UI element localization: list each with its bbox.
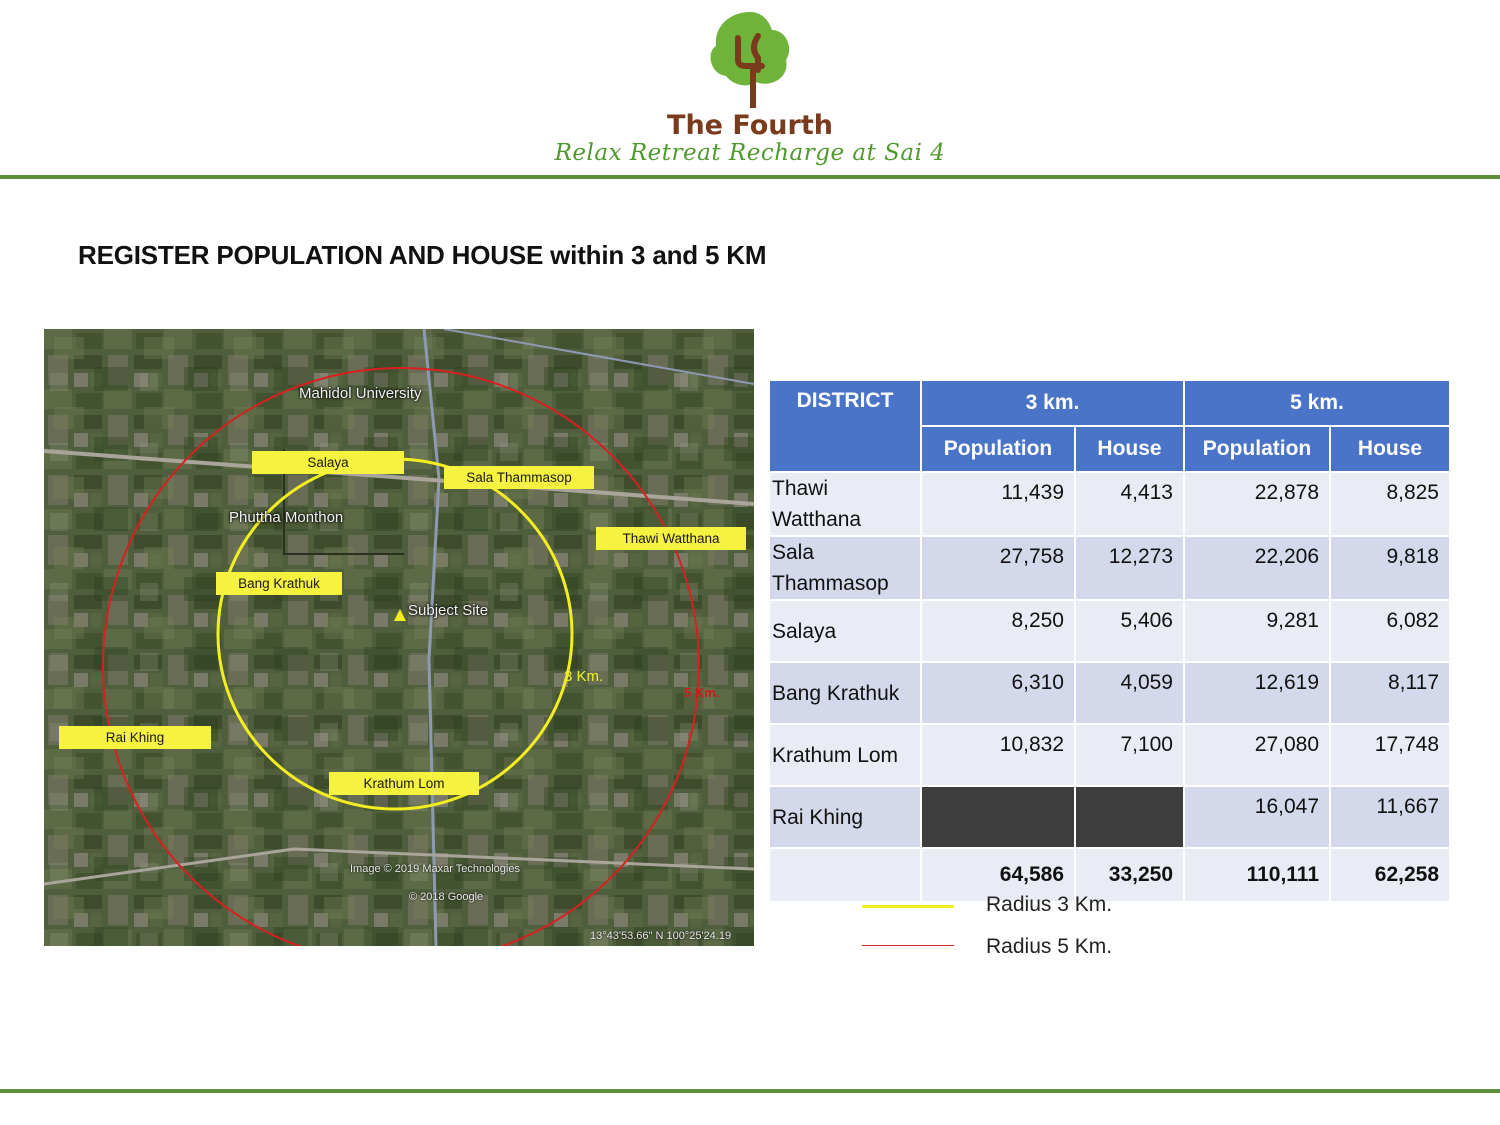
map-label-phuttha-monthon: Phuttha Monthon (229, 509, 344, 526)
district-header: DISTRICT (770, 381, 920, 471)
district-name: Thawi Watthana (770, 473, 920, 535)
map-label-subject-site: Subject Site (408, 602, 489, 619)
population-5km: 22,878 (1185, 473, 1329, 535)
total-house-5km: 62,258 (1331, 849, 1449, 901)
map-label-rai-khing: Rai Khing (59, 726, 211, 749)
map-label-radius-5: 5 Km. (684, 685, 720, 700)
population-5km-header: Population (1185, 427, 1329, 471)
table-row (770, 787, 1449, 847)
map-label-bang-krathuk: Bang Krathuk (216, 572, 342, 595)
district-name: Sala Thammasop (770, 537, 920, 599)
footer-divider (0, 1089, 1500, 1093)
brand-tagline: Relax Retreat Recharge at Sai 4 (554, 140, 946, 166)
table-row (770, 663, 1449, 723)
house-3km: 4,059 (1076, 663, 1183, 723)
district-name: Salaya (770, 601, 920, 661)
population-3km: 8,250 (922, 601, 1074, 661)
district-name: Bang Krathuk (770, 663, 920, 723)
brand-name: The Fourth (667, 110, 833, 141)
house-3km: 5,406 (1076, 601, 1183, 661)
house-5km-header: House (1331, 427, 1449, 471)
table-row (770, 473, 1449, 535)
district-name: Rai Khing (770, 787, 920, 847)
legend-radius-3-line (862, 905, 954, 908)
population-5km: 12,619 (1185, 663, 1329, 723)
house-3km: 12,273 (1076, 537, 1183, 599)
page-title: REGISTER POPULATION AND HOUSE within 3 and 5 KM (78, 240, 767, 270)
house-5km: 17,748 (1331, 725, 1449, 785)
map-google-credit: © 2018 Google (409, 891, 484, 903)
map-imagery-credit: Image © 2019 Maxar Technologies (350, 863, 520, 875)
tree-logo-icon (700, 8, 800, 113)
total-label-empty (770, 849, 920, 901)
map-label-thawi-watthana: Thawi Watthana (596, 527, 746, 550)
legend-radius-3-label: Radius 3 Km. (986, 893, 1113, 916)
total-house-3km: 33,250 (1076, 849, 1183, 901)
house-3km: 7,100 (1076, 725, 1183, 785)
table-row (770, 537, 1449, 599)
km5-header: 5 km. (1185, 381, 1449, 425)
house-3km-header: House (1076, 427, 1183, 471)
population-3km: 11,439 (922, 473, 1074, 535)
house-5km: 8,825 (1331, 473, 1449, 535)
population-house-table (768, 379, 1451, 903)
house-3km-blank (1076, 787, 1183, 847)
table-row (770, 725, 1449, 785)
header-divider (0, 175, 1500, 179)
population-5km: 22,206 (1185, 537, 1329, 599)
total-population-5km: 110,111 (1185, 849, 1329, 901)
km3-header: 3 km. (922, 381, 1183, 425)
legend-radius-5-line (862, 945, 954, 946)
satellite-map (44, 329, 754, 946)
house-5km: 8,117 (1331, 663, 1449, 723)
map-label-krathum-lom: Krathum Lom (329, 772, 479, 795)
population-3km: 6,310 (922, 663, 1074, 723)
map-coordinates: 13°43'53.66" N 100°25'24.19 (590, 930, 732, 942)
district-name: Krathum Lom (770, 725, 920, 785)
population-3km: 27,758 (922, 537, 1074, 599)
population-3km-header: Population (922, 427, 1074, 471)
house-5km: 11,667 (1331, 787, 1449, 847)
legend-radius-5-label: Radius 5 Km. (986, 935, 1113, 958)
population-5km: 9,281 (1185, 601, 1329, 661)
population-5km: 16,047 (1185, 787, 1329, 847)
map-label-sala-thammasop: Sala Thammasop (444, 466, 594, 489)
house-3km: 4,413 (1076, 473, 1183, 535)
population-3km-blank (922, 787, 1074, 847)
house-5km: 6,082 (1331, 601, 1449, 661)
population-5km: 27,080 (1185, 725, 1329, 785)
total-population-3km: 64,586 (922, 849, 1074, 901)
map-label-mahidol-university: Mahidol University (299, 385, 422, 402)
population-3km: 10,832 (922, 725, 1074, 785)
map-label-salaya: Salaya (252, 451, 404, 474)
house-5km: 9,818 (1331, 537, 1449, 599)
map-label-radius-3: 3 Km. (564, 668, 604, 685)
table-row (770, 601, 1449, 661)
